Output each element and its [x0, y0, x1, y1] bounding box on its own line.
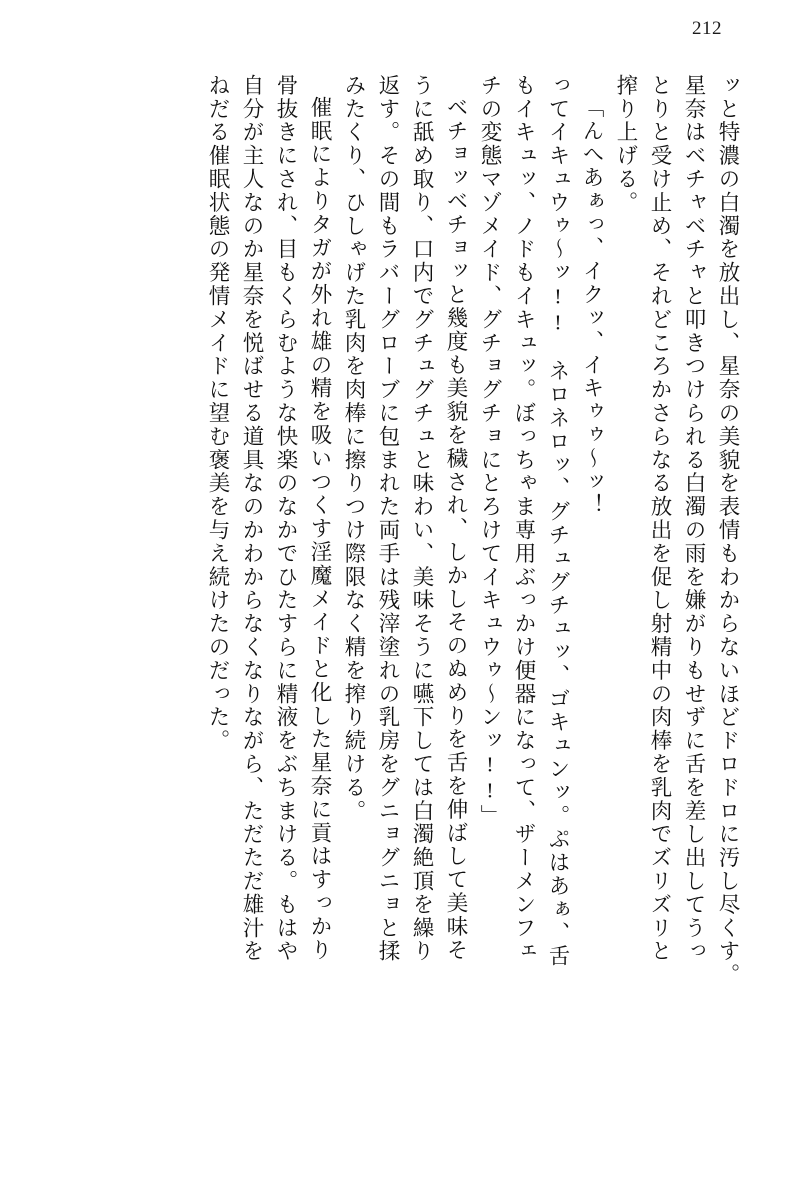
text-line: 骨抜きにされ、目もくらむような快楽のなかでひたすらに精液をぶちまける。もはや	[274, 74, 298, 964]
text-line: 搾り上げる。	[614, 74, 638, 215]
text-line: もイキュッ、ノドもイキュッ。ぼっちゃま専用ぶっかけ便器になって、ザーメンフェ	[512, 74, 536, 964]
text-line: ッと特濃の白濁を放出し、星奈の美貌を表情もわからないほどドロドロに汚し尽くす。	[716, 74, 740, 987]
text-line: チの変態マゾメイド、グチョグチョにとろけてイキュウゥ～ンッ!!」	[478, 74, 502, 828]
text-line: 返す。その間もラバーグローブに包まれた両手は残滓塗れの乳房をグニョグニョと揉	[376, 74, 400, 964]
text-line: ベチョッベチョッと幾度も美貌を穢され、しかしそのぬめりを舌を伸ばして美味そ	[444, 96, 468, 962]
text-line: ってイキュウゥ～ッ!! ネロネロッ、グチュグチュッ、ゴキュンッ。ぷはあぁ、舌	[546, 74, 570, 969]
text-line: みたくり、ひしゃげた乳肉を肉棒に擦りつけ際限なく精を搾り続ける。	[342, 74, 366, 823]
text-line: 自分が主人なのか星奈を悦ばせる道具なのかわからなくなりながら、ただただ雄汁を	[240, 74, 264, 964]
text-line: 「んへあぁっ、イクッ、イキゥゥ～ッ！	[580, 96, 604, 518]
page-number: 212	[692, 18, 722, 39]
text-line: とりと受け止め、それどころかさらなる放出を促し射精中の肉棒を乳肉でズリズリと	[648, 74, 672, 964]
text-line: 催眠によりタガが外れ雄の精を吸いつくす淫魔メイドと化した星奈に貢はすっかり	[308, 96, 332, 962]
vertical-text-body	[96, 74, 738, 1130]
text-line: うに舐め取り、口内でグチュグチュと味わい、美味そうに嚥下しては白濁絶頂を繰り	[410, 74, 434, 964]
text-line: 星奈はベチャベチャと叩きつけられる白濁の雨を嫌がりもせずに舌を差し出してうっ	[682, 74, 706, 964]
text-line: ねだる催眠状態の発情メイドに望む褒美を与え続けたのだった。	[206, 74, 230, 753]
